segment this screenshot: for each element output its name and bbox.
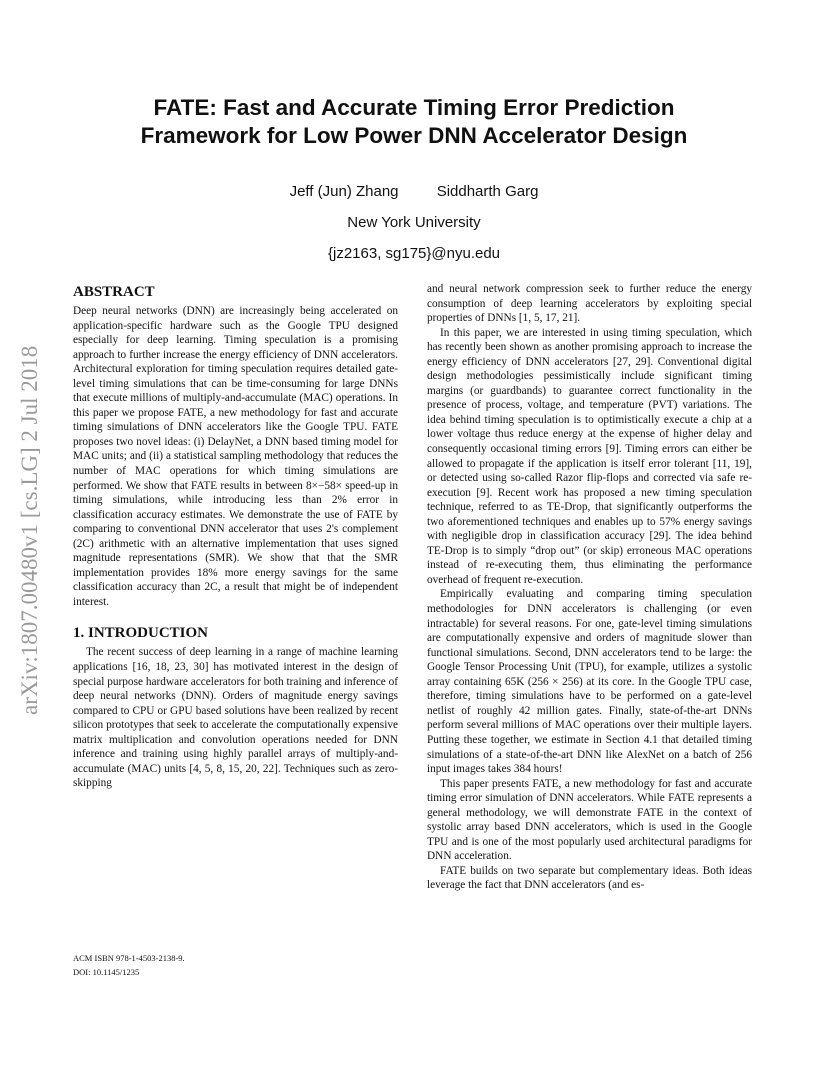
intro-paragraph-5: FATE builds on two separate but complementary ideas. Both ideas leverage the fact that DNN accelerators (and es- [427,864,752,892]
author-emails: {jz2163, sg175}@nyu.edu [327,245,501,262]
arxiv-identifier: arXiv:1807.00480v1 [cs.LG] 2 Jul 2018 [17,345,42,715]
abstract-text: Deep neural networks (DNN) are increasingly being accelerated on application-specific hardware such as the Google TPU designed especially for deep learning. Timing speculation is a promising approach to further increase the energy efficiency of DNN accelerators. Architectural exploration for timing speculation requires detailed gate-level timing simulations that can be time-consuming for large DNNs that execute millions of multiply-and-accumulate (MAC) operations. In this paper we propose FATE, a new methodology for fast and accurate timing simulations of DNN accelerators like the Google TPU. FATE proposes two novel ideas: (i) DelayNet, a DNN based timing model for MAC units; and (ii) a statistical sampling methodology that reduces the number of MAC operations for which timing simulations are performed. We show that FATE results in between 8×−58× speed-up in timing simulations, while introducing less than 2% error in classification accuracy estimates. We demonstrate the use of FATE by comparing to conventional DNN accelerator that uses 2's complement (2C) arithmetic with an alternative implementation that uses signed magnitude representations (SMR). We show that that the SMR implementation provides 18% more energy savings for the same classification accuracy than 2C, a result that might be of independent interest. [73,305,398,608]
isbn-line: ACM ISBN 978-1-4503-2138-9. [73,953,185,963]
paper-title [60,94,768,150]
intro-paragraph-1-continued: and neural network compression seek to further reduce the energy consumption of deep learning accelerators by exploiting special properties of DNNs [1, 5, 17, 21]. [427,283,752,325]
title-line-2: Framework for Low Power DNN Accelerator Design [140,123,688,148]
abstract-heading: ABSTRACT [73,284,155,300]
doi-line: DOI: 10.1145/1235 [73,967,140,977]
intro-paragraph-4: This paper presents FATE, a new methodology for fast and accurate timing error simulation of DNN accelerators. While FATE represents a general methodology, we will demonstrate FATE in the context of systolic array based DNN accelerators, which is used in the Google TPU and is one of the most popularly used architectural paradigms for DNN acceleration. [427,777,752,863]
right-column [427,282,752,893]
author-name: Siddharth Garg [436,183,539,200]
intro-paragraph-1: The recent success of deep learning in a range of machine learning applications [16, 18, 23, 30] has motivated interest in the design of special purpose hardware accelerators for both training and inference of deep neural networks (DNN). Orders of magnitude energy savings compared to CPU or GPU based solutions have been realized by recent silicon prototypes that seek to accelerate the computationally expensive matrix multiplication and convolution operations needed for DNN inference and training using highly parallel arrays of multiply-and-accumulate (MAC) units [4, 5, 8, 15, 20, 22]. Techniques such as zero-skipping [73,646,398,790]
left-column [73,282,398,791]
intro-paragraph-3: Empirically evaluating and comparing timing speculation methodologies for DNN accelerators is challenging (or even intractable) for several reasons. For one, gate-level timing simulations are computationally expensive and orders of magnitude slower than functional simulations. Second, DNN accelerators tend to be large: the Google Tensor Processing Unit (TPU), for example, utilizes a systolic array containing 65K (256 × 256) at its core. In the Google TPU case, therefore, timing simulations have to be performed on a gate-level netlist of roughly 42 million gates. Finally, state-of-the-art DNNs perform several millions of MAC operations over their multiple layers. Putting these together, we estimate in Section 4.1 that detailed timing simulations of a state-of-the-art DNN like AlexNet on a batch of 256 input images takes 384 hours! [427,588,752,776]
intro-paragraph-2: In this paper, we are interested in using timing speculation, which has recently been shown as another promising approach to increase the energy efficiency of DNN accelerators [27, 29]. Conventional digital design methodologies pessimistically include significant timing margins (or guardbands) to guarantee correct functionality in the presence of process, voltage, and temperature (PVT) variations. The idea behind timing speculation is to optimistically execute a chip at a lower voltage thus reduce energy at the expense of higher delay and consequently occasional timing errors [9]. Timing errors can either be allowed to propagate if the application is itself error tolerant [11, 19], or detected using so-called Razor flip-flops and corrected via safe re-execution [9]. Recent work has proposed a new timing speculation technique, referred to as TE-Drop, that significantly outperforms the two aforementioned techniques and enables up to 57% energy savings with negligible drop in classification accuracy [29]. The idea behind TE-Drop is to simply “drop out” (or skip) erroneous MAC operations instead of re-executing them, thus eliminating the performance overhead of frequent re-execution. [427,326,752,586]
author-name: Jeff (Jun) Zhang [289,183,399,200]
footnote [73,951,398,979]
affiliation: New York University [347,214,481,231]
author-list [0,183,828,200]
introduction-heading: 1. INTRODUCTION [73,625,209,642]
title-line-1: FATE: Fast and Accurate Timing Error Prediction [153,95,675,120]
